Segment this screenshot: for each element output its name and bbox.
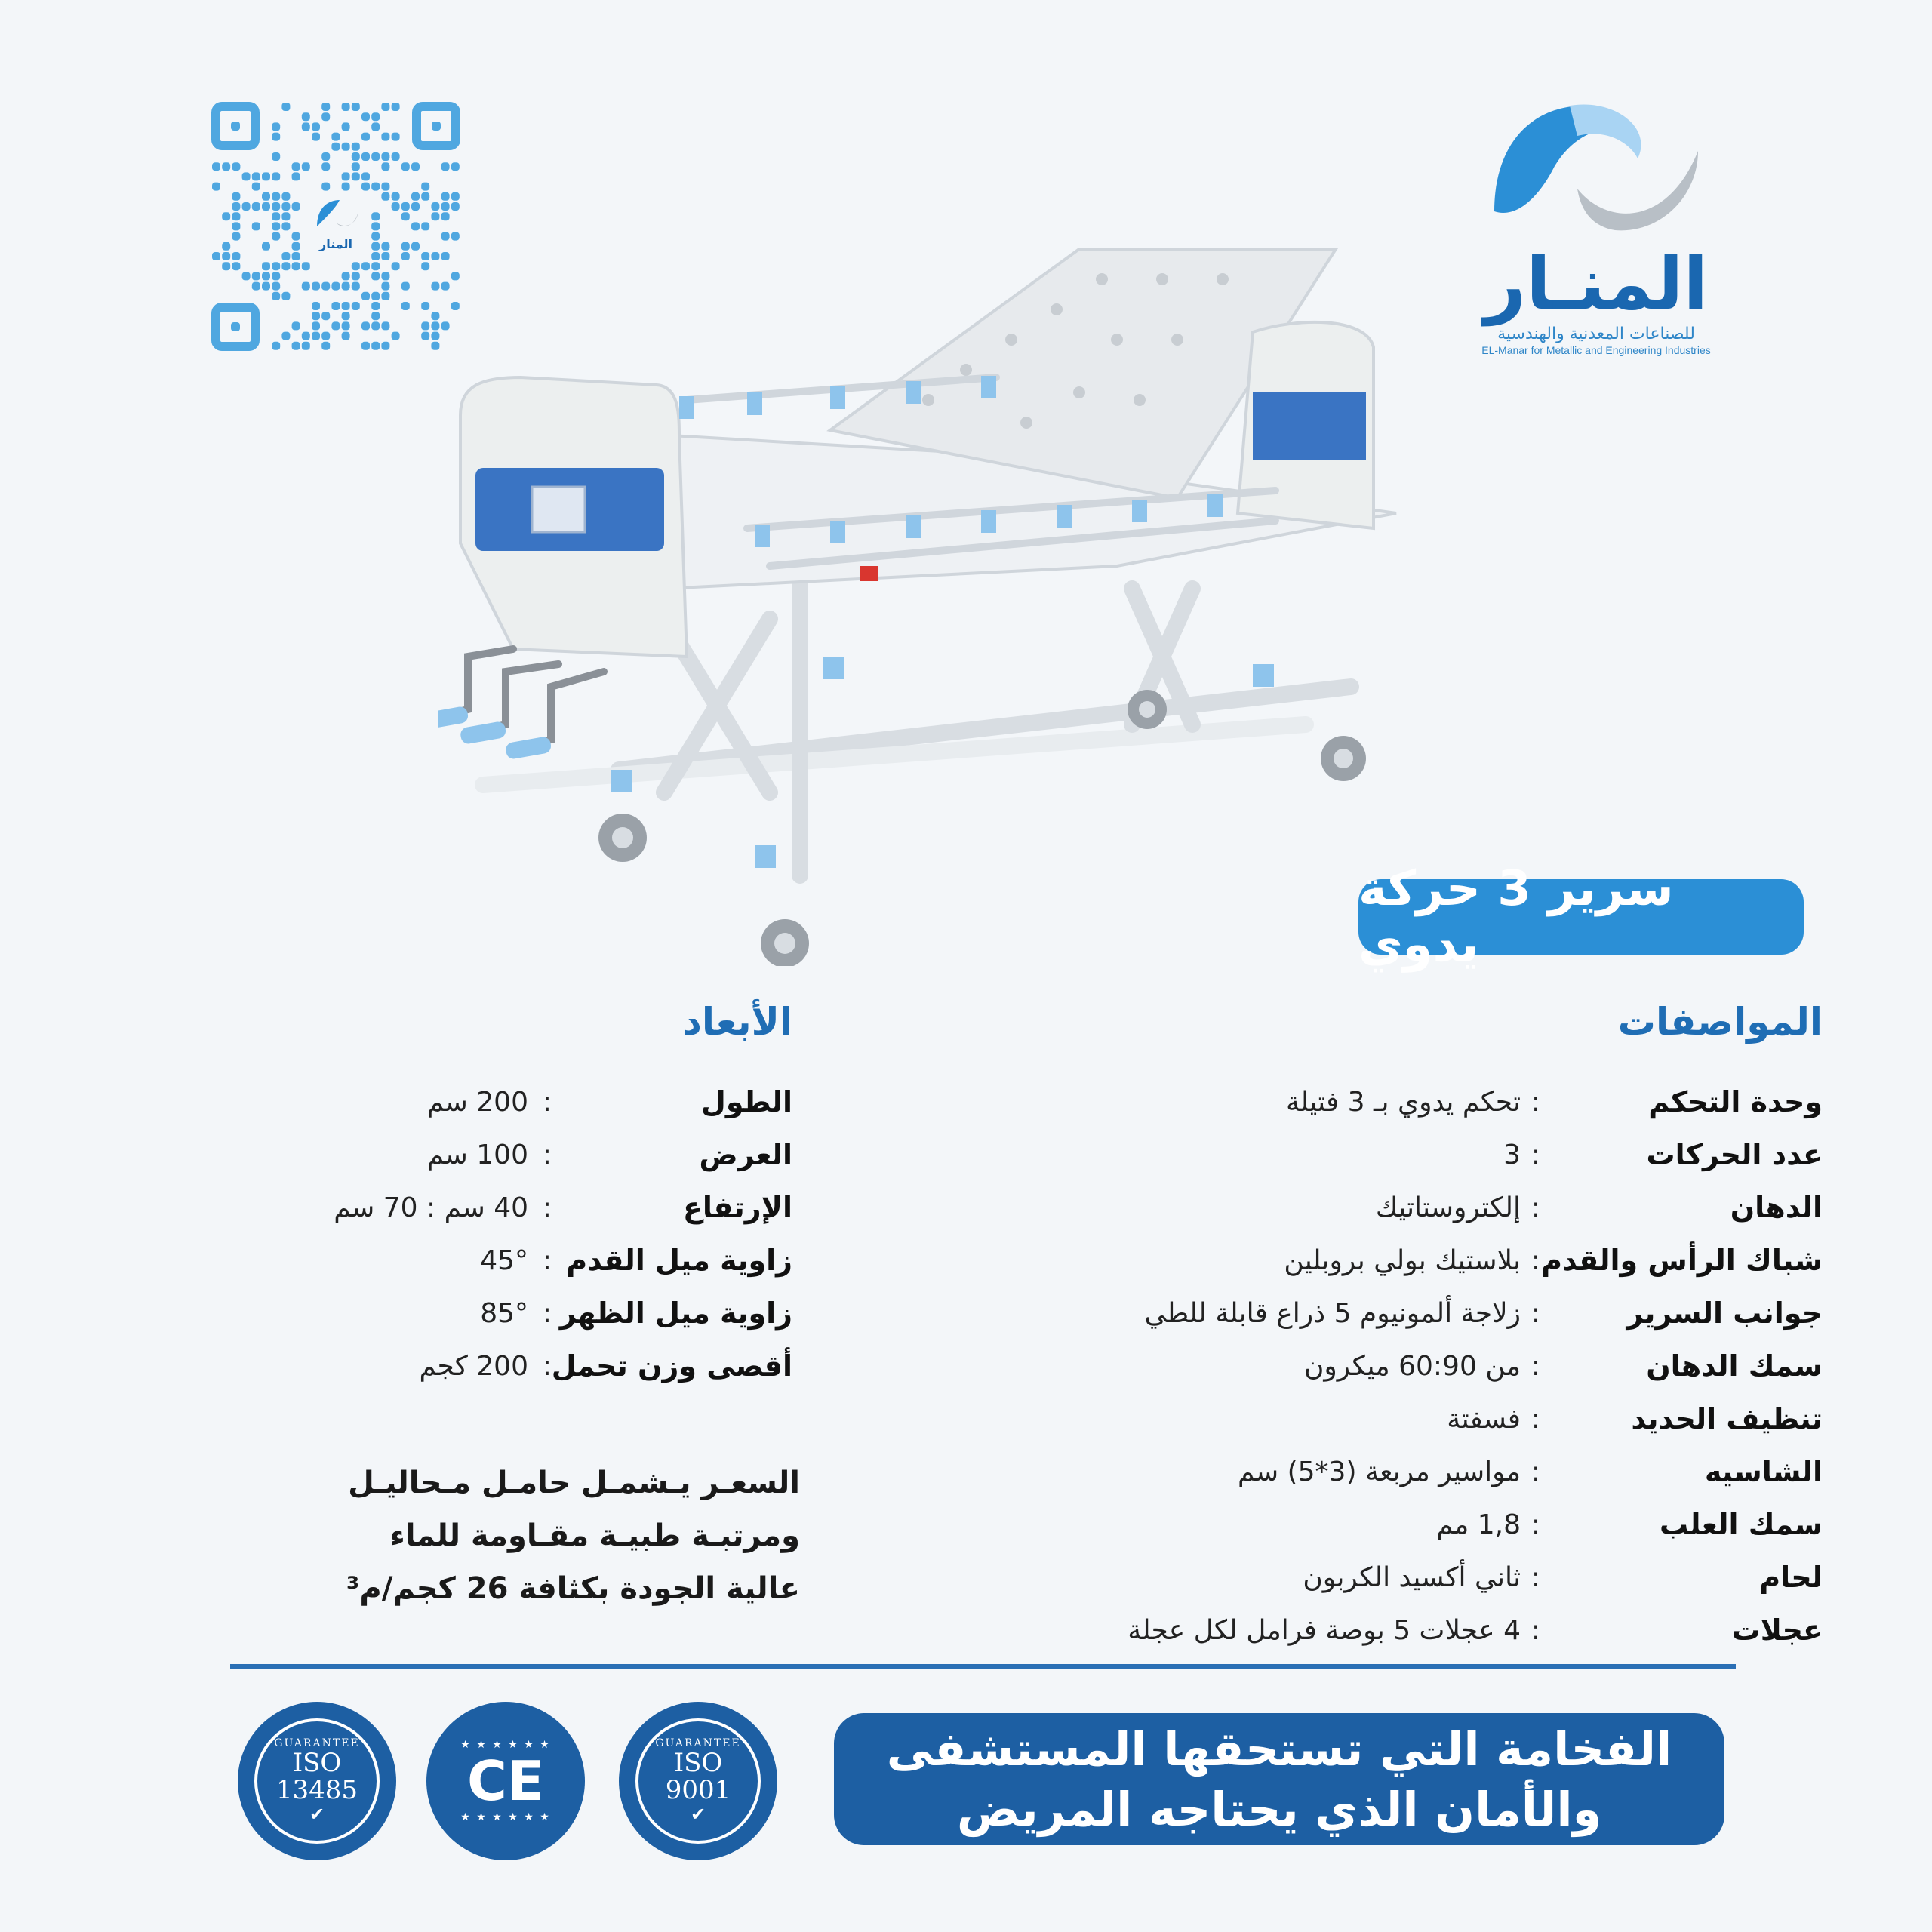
brand-logo bbox=[1472, 98, 1721, 370]
dimension-value: 200 سم bbox=[426, 1086, 528, 1118]
specs-heading: المواصفات bbox=[1617, 1000, 1823, 1044]
spec-separator: : bbox=[1531, 1456, 1541, 1487]
spec-separator: : bbox=[1531, 1244, 1541, 1276]
stars-icon: ★ ★ ★ ★ ★ ★ bbox=[460, 1739, 551, 1751]
spec-value: 1,8 مم bbox=[1436, 1509, 1521, 1540]
badge-guarantee-text: GUARANTEE bbox=[655, 1737, 741, 1749]
dimension-label: العرض bbox=[699, 1138, 792, 1171]
badge-iso-number: 13485 bbox=[275, 1775, 358, 1805]
dimension-separator: : bbox=[542, 1244, 552, 1276]
spec-row bbox=[1128, 1607, 1823, 1653]
check-icon: ✔ bbox=[690, 1804, 706, 1825]
spec-label: جوانب السرير bbox=[1626, 1297, 1823, 1330]
spec-separator: : bbox=[1531, 1297, 1541, 1329]
product-title-badge bbox=[1358, 861, 1804, 973]
spec-label: لحام bbox=[1759, 1561, 1823, 1594]
qr-center-label: المنار bbox=[319, 237, 352, 251]
spec-value: مواسير مربعة (3*5) سم bbox=[1238, 1456, 1521, 1487]
dimension-row bbox=[420, 1343, 793, 1389]
check-icon: ✔ bbox=[309, 1804, 325, 1825]
dimension-label: زاوية ميل القدم bbox=[566, 1244, 792, 1277]
spec-row bbox=[1447, 1396, 1823, 1441]
divider bbox=[230, 1664, 1736, 1669]
price-note-line: ومرتبـة طبيـة مقـاومة للماء bbox=[389, 1518, 800, 1553]
product-title: سرير 3 حركة يدوي bbox=[1358, 861, 1674, 973]
price-note-line: عالية الجودة بكثافة 26 كجم/م³ bbox=[346, 1571, 800, 1606]
spec-row bbox=[1286, 1079, 1823, 1124]
spec-value: فسفتة bbox=[1447, 1403, 1521, 1435]
dimension-value: 100 سم bbox=[426, 1139, 528, 1171]
spec-row bbox=[1145, 1291, 1823, 1336]
spec-value: ثاني أكسيد الكربون bbox=[1303, 1561, 1521, 1593]
dimension-label: الطول bbox=[700, 1085, 792, 1118]
dimension-row bbox=[427, 1079, 792, 1124]
spec-row bbox=[1238, 1449, 1823, 1494]
price-note bbox=[332, 1457, 800, 1615]
dimension-row bbox=[427, 1132, 792, 1177]
spec-separator: : bbox=[1531, 1192, 1541, 1223]
dimensions-heading: الأبعاد bbox=[682, 1000, 792, 1044]
ce-badge bbox=[426, 1702, 585, 1860]
price-note-line: السعـر يـشمـل حامـل مـحاليـل bbox=[348, 1466, 800, 1500]
dimension-value: 200 كجم bbox=[419, 1350, 528, 1382]
slogan-line: الفخامة التي تستحقها المستشفى bbox=[886, 1721, 1672, 1777]
dimension-label: الإرتفاع bbox=[682, 1191, 792, 1224]
spec-value: بلاستيك بولي بروبلين bbox=[1284, 1244, 1521, 1276]
dimensions-list bbox=[189, 1079, 792, 1396]
dimension-separator: : bbox=[542, 1086, 552, 1118]
spec-label: عدد الحركات bbox=[1646, 1138, 1823, 1171]
dimension-row bbox=[334, 1185, 792, 1230]
qr-center-logo bbox=[306, 196, 366, 257]
hospital-bed-image bbox=[438, 226, 1464, 966]
dimension-row bbox=[480, 1238, 792, 1283]
slogan-banner bbox=[834, 1713, 1724, 1845]
spec-value: 4 عجلات 5 بوصة فرامل لكل عجلة bbox=[1128, 1614, 1521, 1646]
spec-row bbox=[1303, 1555, 1823, 1600]
brand-name: المنـار bbox=[1484, 242, 1709, 326]
spec-row bbox=[1284, 1238, 1823, 1283]
dimension-label: أقصى وزن تحمل bbox=[551, 1349, 792, 1383]
dimension-separator: : bbox=[542, 1297, 552, 1329]
spec-separator: : bbox=[1531, 1350, 1541, 1382]
spec-row bbox=[1304, 1343, 1823, 1389]
slogan-line: والأمان الذي يحتاجه المريض bbox=[956, 1781, 1602, 1837]
spec-separator: : bbox=[1531, 1086, 1541, 1118]
dimension-value: 85° bbox=[480, 1297, 528, 1329]
spec-separator: : bbox=[1531, 1614, 1541, 1646]
specs-list bbox=[1068, 1079, 1823, 1653]
spec-label: وحدة التحكم bbox=[1648, 1085, 1823, 1118]
spec-label: شباك الرأس والقدم bbox=[1541, 1244, 1823, 1277]
dimension-value: 40 سم : 70 سم bbox=[334, 1192, 528, 1223]
qr-logo-icon bbox=[306, 196, 366, 234]
spec-label: سمك العلب bbox=[1660, 1508, 1823, 1541]
ce-mark: CE bbox=[466, 1749, 545, 1813]
dimension-label: زاوية ميل الظهر bbox=[559, 1297, 792, 1330]
spec-value: 3 bbox=[1503, 1139, 1521, 1171]
spec-separator: : bbox=[1531, 1403, 1541, 1435]
spec-value: إلكتروستاتيك bbox=[1375, 1192, 1521, 1223]
spec-value: تحكم يدوي بـ 3 فتيلة bbox=[1286, 1086, 1521, 1118]
spec-label: الشاسيه bbox=[1704, 1455, 1823, 1488]
dimension-separator: : bbox=[542, 1350, 552, 1382]
spec-value: زلاجة ألمونيوم 5 ذراع قابلة للطي bbox=[1144, 1297, 1521, 1329]
stars-icon: ★ ★ ★ ★ ★ ★ bbox=[460, 1811, 551, 1823]
spec-row bbox=[1436, 1502, 1823, 1547]
spec-label: تنظيف الحديد bbox=[1631, 1402, 1823, 1435]
spec-label: سمك الدهان bbox=[1646, 1349, 1823, 1383]
logo-mark-icon bbox=[1487, 98, 1706, 234]
qr-code[interactable] bbox=[211, 102, 460, 351]
spec-label: الدهان bbox=[1730, 1191, 1823, 1224]
spec-separator: : bbox=[1531, 1139, 1541, 1171]
spec-separator: : bbox=[1531, 1509, 1541, 1540]
iso-9001-badge bbox=[619, 1702, 777, 1860]
badge-iso-number: 9001 bbox=[665, 1775, 731, 1805]
iso-13485-badge bbox=[238, 1702, 396, 1860]
dimension-row bbox=[480, 1291, 792, 1336]
spec-separator: : bbox=[1531, 1561, 1541, 1593]
dimension-value: 45° bbox=[480, 1244, 528, 1276]
brand-subtitle-ar: للصناعات المعدنية والهندسية bbox=[1497, 325, 1695, 343]
badge-iso-label: ISO bbox=[673, 1748, 723, 1778]
badge-iso-label: ISO bbox=[292, 1748, 342, 1778]
spec-row bbox=[1503, 1132, 1823, 1177]
badge-guarantee-text: GUARANTEE bbox=[274, 1737, 360, 1749]
spec-label: عجلات bbox=[1731, 1614, 1823, 1647]
spec-value: من 60:90 ميكرون bbox=[1303, 1350, 1521, 1382]
dimension-separator: : bbox=[542, 1192, 552, 1223]
spec-row bbox=[1376, 1185, 1823, 1230]
brand-subtitle-en: EL-Manar for Metallic and Engineering Industries bbox=[1481, 344, 1711, 356]
dimension-separator: : bbox=[542, 1139, 552, 1171]
